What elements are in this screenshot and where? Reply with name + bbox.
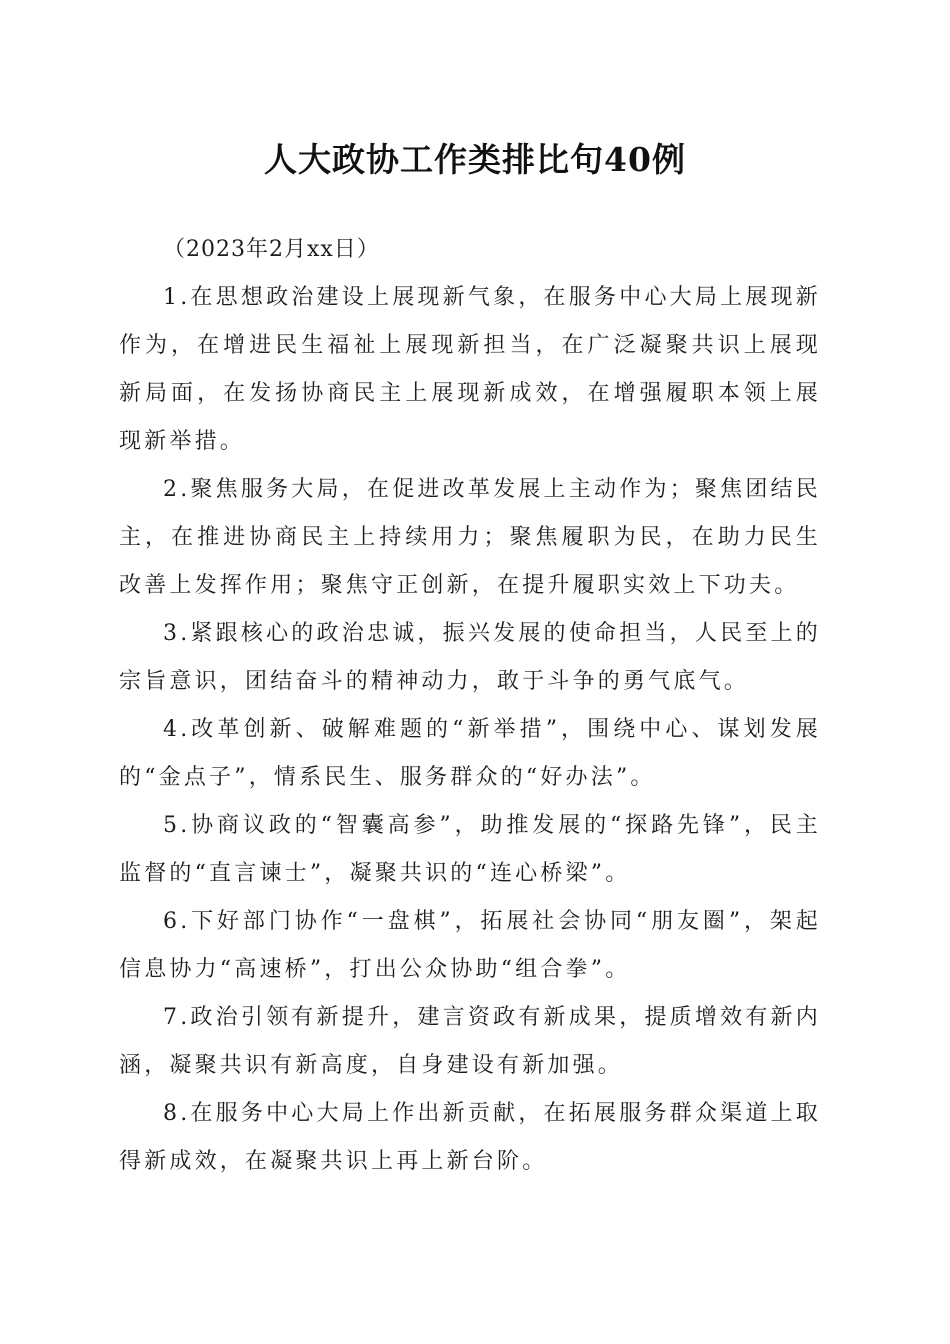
paragraph-4: 4.改革创新、破解难题的“新举措”，围绕中心、谋划发展的“金点子”，情系民生、服务群众的“好办法”。 <box>119 717 821 790</box>
paragraph-6: 6.下好部门协作“一盘棋”，拓展社会协同“朋友圈”，架起信息协力“高速桥”，打出公众协助“组合拳”。 <box>119 909 821 982</box>
document-date: （2023年2月xx日） <box>163 237 380 262</box>
paragraph-8: 8.在服务中心大局上作出新贡献，在拓展服务群众渠道上取得新成效，在凝聚共识上再上新台阶。 <box>119 1101 821 1174</box>
paragraph-2: 2.聚焦服务大局，在促进改革发展上主动作为；聚焦团结民主，在推进协商民主上持续用力；聚焦履职为民，在助力民生改善上发挥作用；聚焦守正创新，在提升履职实效上下功夫。 <box>119 477 821 598</box>
document-title: 人大政协工作类排比句40例 <box>264 140 686 179</box>
paragraph-5: 5.协商议政的“智囊高参”，助推发展的“探路先锋”，民主监督的“直言谏士”，凝聚共识的“连心桥梁”。 <box>119 813 821 886</box>
paragraph-7: 7.政治引领有新提升，建言资政有新成果，提质增效有新内涵，凝聚共识有新高度，自身建设有新加强。 <box>119 1005 821 1078</box>
document-body <box>119 226 821 1186</box>
paragraph-1: 1.在思想政治建设上展现新气象，在服务中心大局上展现新作为，在增进民生福祉上展现新担当，在广泛凝聚共识上展现新局面，在发扬协商民主上展现新成效，在增强履职本领上展现新举措。 <box>119 285 821 454</box>
paragraph-3: 3.紧跟核心的政治忠诚，振兴发展的使命担当，人民至上的宗旨意识，团结奋斗的精神动力，敢于斗争的勇气底气。 <box>119 621 821 694</box>
